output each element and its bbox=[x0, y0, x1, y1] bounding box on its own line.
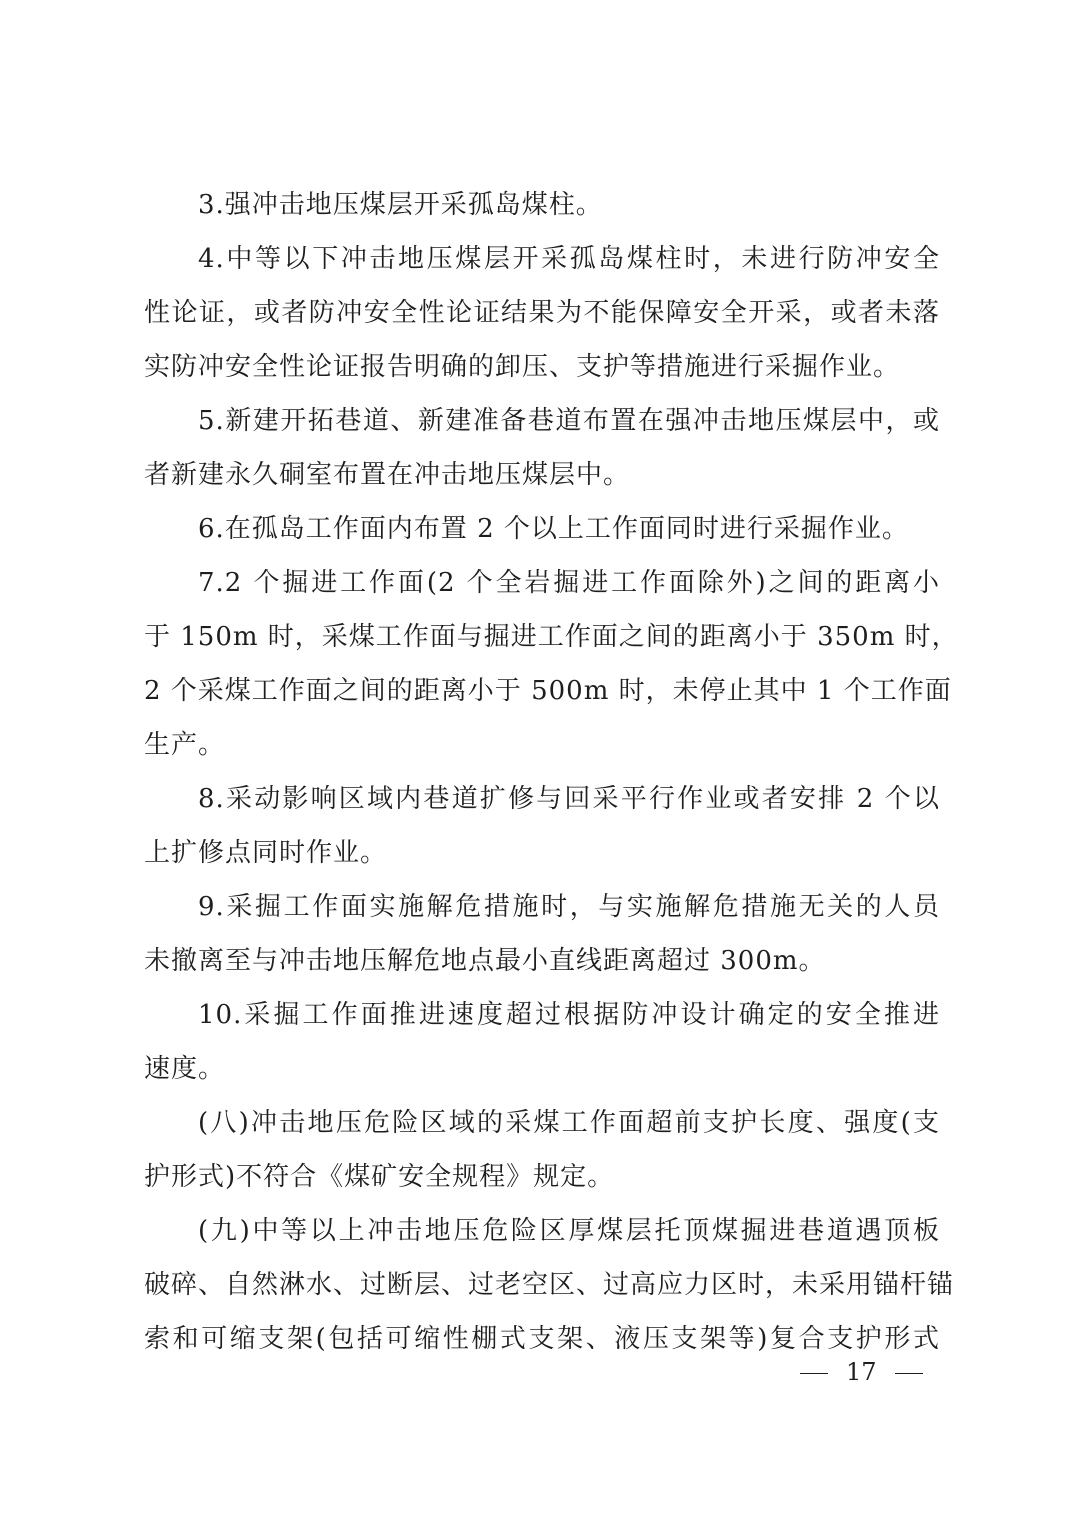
text-line: 者新建永久硐室布置在冲击地压煤层中。 bbox=[144, 460, 631, 490]
text-line: 3.强冲击地压煤层开采孤岛煤柱。 bbox=[198, 190, 603, 220]
text-line: 实防冲安全性论证报告明确的卸压、支护等措施进行采掘作业。 bbox=[144, 352, 901, 382]
text-line: 破碎、自然淋水、过断层、过老空区、过高应力区时，未采用锚杆锚 bbox=[144, 1270, 955, 1300]
text-line: 上扩修点同时作业。 bbox=[144, 838, 388, 868]
text-line: 于 150m 时，采煤工作面与掘进工作面之间的距离小于 350m 时， bbox=[144, 622, 959, 652]
text-line: 10.采掘工作面推进速度超过根据防冲设计确定的安全推进 bbox=[198, 1000, 940, 1030]
page-number-value: 17 bbox=[846, 1358, 877, 1386]
text-line: (九)中等以上冲击地压危险区厚煤层托顶煤掘进巷道遇顶板 bbox=[198, 1216, 940, 1246]
text-line: 未撤离至与冲击地压解危地点最小直线距离超过 300m。 bbox=[144, 946, 826, 976]
text-line: 4.中等以下冲击地压煤层开采孤岛煤柱时，未进行防冲安全 bbox=[198, 244, 940, 274]
page-number bbox=[800, 1356, 920, 1388]
text-line: 护形式)不符合《煤矿安全规程》规定。 bbox=[144, 1162, 615, 1192]
text-line: 生产。 bbox=[144, 730, 226, 760]
text-line: 6.在孤岛工作面内布置 2 个以上工作面同时进行采掘作业。 bbox=[198, 514, 909, 544]
text-line: 8.采动影响区域内巷道扩修与回采平行作业或者安排 2 个以 bbox=[198, 784, 940, 814]
page-number-dash-right bbox=[895, 1373, 923, 1374]
text-line: (八)冲击地压危险区域的采煤工作面超前支护长度、强度(支 bbox=[198, 1108, 940, 1138]
text-line: 索和可缩支架(包括可缩性棚式支架、液压支架等)复合支护形式 bbox=[144, 1324, 940, 1354]
text-line: 5.新建开拓巷道、新建准备巷道布置在强冲击地压煤层中，或 bbox=[198, 406, 940, 436]
text-line: 2 个采煤工作面之间的距离小于 500m 时，未停止其中 1 个工作面 bbox=[144, 676, 952, 706]
page-number-dash-left bbox=[800, 1373, 828, 1374]
text-line: 7.2 个掘进工作面(2 个全岩掘进工作面除外)之间的距离小 bbox=[198, 568, 940, 598]
text-line: 性论证，或者防冲安全性论证结果为不能保障安全开采，或者未落 bbox=[144, 298, 940, 328]
text-line: 9.采掘工作面实施解危措施时，与实施解危措施无关的人员 bbox=[198, 892, 940, 922]
text-line: 速度。 bbox=[144, 1054, 226, 1084]
